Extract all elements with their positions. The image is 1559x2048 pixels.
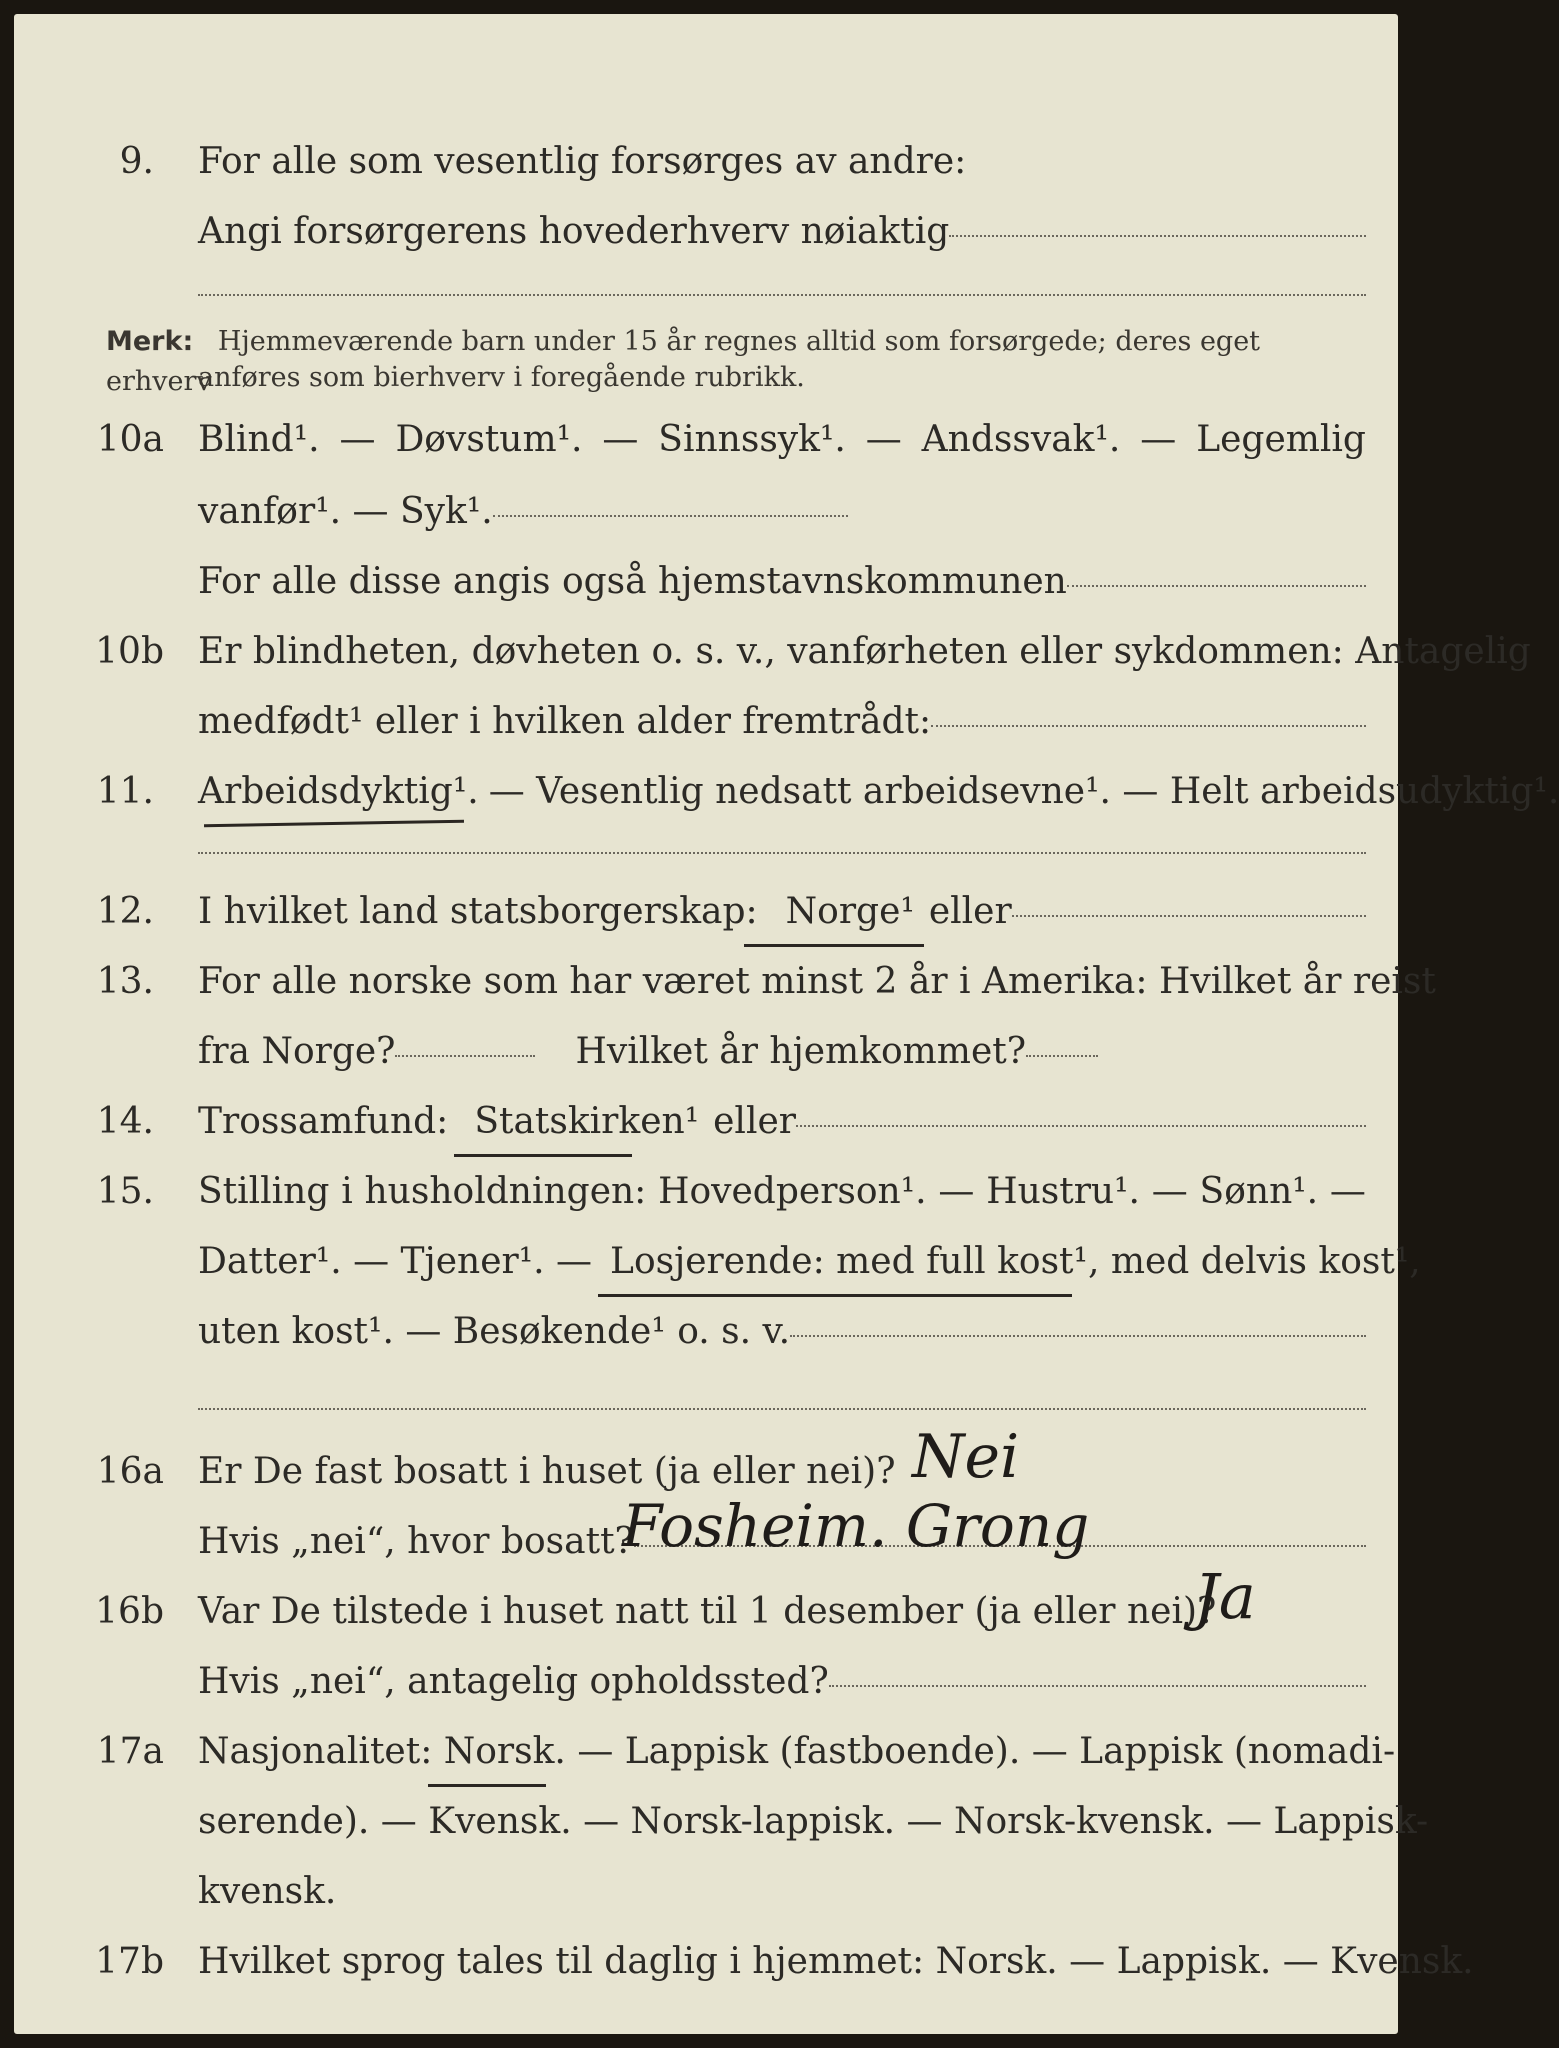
q17b-question: Hvilket sprog tales til daglig i hjemmet: Norsk. — Lappisk. — Kvensk.	[198, 1941, 1474, 1982]
q10b-question: Er blindheten, døvheten o. s. v., vanførheten eller sykdommen: Antagelig	[198, 631, 1531, 672]
q17a-underline-mark	[428, 1784, 546, 1787]
q10a-opt-legemlig: Legemlig	[1196, 419, 1366, 460]
q15-underline-mark	[598, 1294, 1072, 1297]
q17a-number: 17a	[96, 1731, 164, 1772]
q10a-opt-sinnssyk: Sinnssyk¹.	[658, 419, 846, 460]
dash: —	[938, 1171, 975, 1212]
dash: —	[339, 419, 376, 460]
q15-opt-uten-kost: uten kost¹. — Besøkende¹ o. s. v.	[198, 1311, 791, 1352]
q9-instruction: Angi forsørgerens hovederhverv nøiaktig	[198, 211, 950, 252]
q10a-opt-vanfor-syk: vanfør¹. — Syk¹.	[198, 491, 493, 532]
q16a-answer-hvor[interactable]: Fosheim. Grong	[622, 1492, 1090, 1560]
q16a-answer-bosatt[interactable]: Nei	[912, 1422, 1020, 1492]
q14-opt-statskirken: Statskirken¹	[474, 1101, 700, 1142]
q15-answer-field[interactable]	[790, 1335, 1366, 1337]
q14-underline-mark	[454, 1154, 632, 1157]
dash: —	[865, 419, 902, 460]
q12-eller: eller	[928, 891, 1012, 932]
q14-eller: eller	[713, 1101, 796, 1142]
q15-answer-line2[interactable]	[198, 1408, 1366, 1410]
q13-reist-field[interactable]	[395, 1055, 535, 1057]
q13-hjemkommet-label: Hvilket år hjemkommet?	[575, 1031, 1027, 1072]
census-form-page	[14, 14, 1559, 2034]
q13-question: For alle norske som har været minst 2 år i Amerika: Hvilket år reist	[198, 961, 1436, 1002]
q10b-number: 10b	[95, 631, 164, 672]
q16b-question: Var De tilstede i huset natt til 1 desember (ja eller nei)?	[198, 1591, 1217, 1632]
q12-answer-field[interactable]	[1012, 915, 1366, 917]
q15-opt-hovedperson: Hovedperson¹.	[658, 1171, 927, 1212]
q11-opt-arbeidsdyktig: Arbeidsdyktig¹.	[198, 771, 479, 812]
q9-answer-field[interactable]	[949, 235, 1366, 237]
q13-hjemkommet-field[interactable]	[1026, 1055, 1098, 1057]
q10b-answer-field[interactable]	[931, 725, 1366, 727]
dash: —	[1140, 419, 1177, 460]
q15-opt-sonn: Sønn¹.	[1199, 1171, 1319, 1212]
dash: —	[602, 419, 639, 460]
q10a-hjemstavn-field[interactable]	[1067, 585, 1366, 587]
q17b-number: 17b	[95, 1941, 164, 1982]
q10a-opt-andssvak: Andssvak¹.	[921, 419, 1121, 460]
q10a-opt-dovstum: Døvstum¹.	[395, 419, 583, 460]
q17a-options-end: kvensk.	[198, 1871, 337, 1912]
q17a-options-cont: serende). — Kvensk. — Norsk-lappisk. — Norsk-kvensk. — Lappisk-	[198, 1801, 1429, 1842]
merk-text-line1: Hjemmeværende barn under 15 år regnes alltid som forsørgede; deres eget erhverv	[106, 326, 1261, 397]
merk-label: Merk:	[106, 326, 194, 357]
q12-question: I hvilket land statsborgerskap:	[198, 891, 758, 932]
dash: —	[1329, 1171, 1366, 1212]
q11-answer-line[interactable]	[198, 852, 1366, 854]
q13-number: 13.	[96, 961, 154, 1002]
q9-question: For alle som vesentlig forsørges av andre:	[198, 141, 967, 182]
q10a-opt-blind: Blind¹.	[198, 419, 320, 460]
q15-opt-datter-tjener: Datter¹. — Tjener¹. —	[198, 1241, 593, 1282]
q12-opt-norge: Norge¹	[785, 891, 915, 932]
q16a-question: Er De fast bosatt i huset (ja eller nei)?	[198, 1451, 896, 1492]
q16b-answer-tilstede[interactable]: Ja	[1194, 1560, 1256, 1633]
q14-question: Trossamfund:	[198, 1101, 449, 1142]
q16a-number: 16a	[96, 1451, 164, 1492]
q15-opt-losjerende-full: Losjerende: med full kost¹	[610, 1241, 1088, 1282]
q11-underline-mark	[204, 820, 464, 828]
q12-number: 12.	[96, 891, 154, 932]
q15-word: i	[341, 1171, 353, 1212]
q16b-opholdssted-label: Hvis „nei“, antagelig opholdssted?	[198, 1661, 829, 1702]
q13-reist-label: fra Norge?	[198, 1031, 396, 1072]
q10a-hjemstavn-label: For alle disse angis også hjemstavnskommunen	[198, 561, 1067, 602]
q10a-number: 10a	[96, 419, 164, 460]
q17a-question: Nasjonalitet: Norsk. — Lappisk (fastboende). — Lappisk (nomadi-	[198, 1731, 1396, 1772]
q11-other-options: — Vesentlig nedsatt arbeidsevne¹. — Helt arbeidsudyktig¹.	[488, 771, 1559, 812]
q12-underline-mark	[744, 944, 924, 947]
q15-word: Stilling	[198, 1171, 330, 1212]
q11-number: 11.	[96, 771, 154, 812]
q15-opt-hustru: Hustru¹.	[986, 1171, 1140, 1212]
q14-number: 14.	[96, 1101, 154, 1142]
dash: —	[1151, 1171, 1188, 1212]
q10a-answer-field[interactable]	[493, 515, 848, 517]
q9-answer-line2[interactable]	[198, 294, 1366, 296]
q15-word: husholdningen:	[364, 1171, 647, 1212]
merk-text-line2: anføres som bierhverv i foregående rubrikk.	[198, 362, 805, 393]
q15-number: 15.	[96, 1171, 154, 1212]
q16a-hvor-label: Hvis „nei“, hvor bosatt?	[198, 1521, 634, 1562]
q10b-question-cont: medfødt¹ eller i hvilken alder fremtrådt:	[198, 701, 932, 742]
q14-answer-field[interactable]	[796, 1125, 1366, 1127]
q16b-opholdssted-field[interactable]	[829, 1685, 1366, 1687]
q15-opt-delvis: , med delvis kost¹,	[1087, 1241, 1421, 1282]
q9-number: 9.	[119, 141, 154, 182]
q16b-number: 16b	[95, 1591, 164, 1632]
